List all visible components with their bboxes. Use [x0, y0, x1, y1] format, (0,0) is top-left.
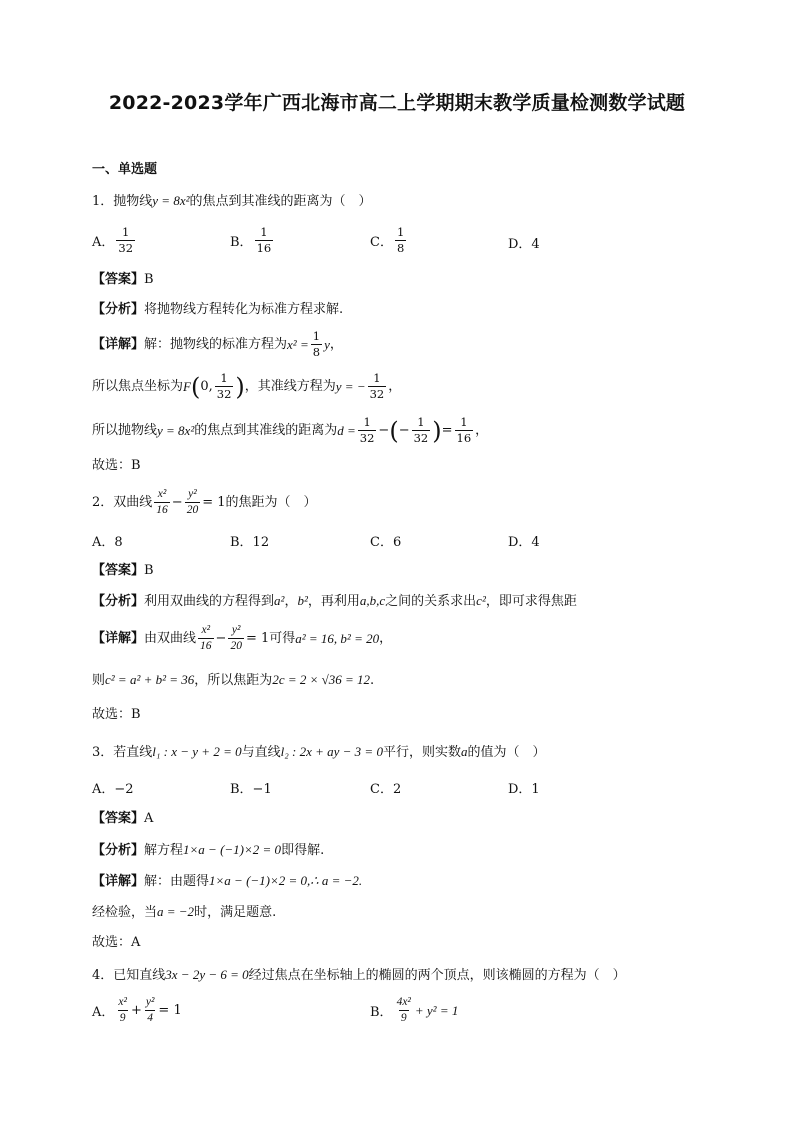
q3-answer: 【答案】A	[92, 811, 154, 826]
q3-option-a: A．−2	[92, 782, 134, 797]
q3-choose: 故选：A	[92, 935, 141, 950]
q1-option-b: B． 1 16	[230, 225, 272, 255]
q2-answer: 【答案】B	[92, 563, 154, 578]
q3-check: 经检验，当a = −2时，满足题意.	[92, 904, 277, 920]
q1-detail-2: 所以焦点坐标为 F ( 0, 1 32 ) ，其准线方程为 y = − $\frac{1}{32}$ ，	[92, 371, 402, 401]
q2-option-d: D．4	[508, 535, 540, 550]
page-title: 2022-2023学年广西北海市高二上学期期末教学质量检测数学试题	[108, 92, 686, 114]
q2-analysis: 【分析】利用双曲线的方程得到a²，b²，再利用a,b,c之间的关系求出c²，即可求得焦距	[92, 593, 577, 609]
q1-answer: 【答案】B	[92, 272, 154, 287]
q3-detail-1: 【详解】解：由题得1×a − (−1)×2 = 0,∴ a = −2.	[92, 873, 363, 889]
q2-choose: 故选：B	[92, 707, 141, 722]
q1-option-c: C． 1 8	[370, 225, 405, 255]
section-heading: 一、单选题	[92, 162, 158, 177]
q1-detail-1: 【详解】 解：抛物线的标准方程为 x² = $\frac{1}{8}$ y ，	[92, 329, 343, 359]
q3-analysis: 【分析】解方程1×a − (−1)×2 = 0即得解.	[92, 842, 325, 858]
q3-option-d: D．1	[508, 782, 540, 797]
question-4-stem: 4．已知直线3x − 2y − 6 = 0经过焦点在坐标轴上的椭圆的两个顶点，则该椭圆的方程为（ ）	[92, 967, 626, 983]
q2-option-a: A．8	[92, 535, 123, 550]
question-2-stem: 2．双曲线 x² 16 − $\frac{\text{y²}}{20}$ = 1 的焦距为（ ）	[92, 488, 317, 516]
q1-option-a: A． 1 32	[92, 225, 134, 255]
q3-option-c: C．2	[370, 782, 402, 797]
q1-choose: 故选：B	[92, 458, 141, 473]
q1-analysis: 【分析】将抛物线方程转化为标准方程求解.	[92, 302, 344, 317]
q2-option-b: B．12	[230, 535, 270, 550]
question-1-stem: 1．抛物线y = 8x²的焦点到其准线的距离为（ ）	[92, 193, 372, 209]
q2-detail-1: 【详解】 由双曲线 x² 16 − $\frac{\text{y²}}{20}$ = 1 可得 a² = 16, b² = 20 ，	[92, 624, 393, 652]
q4-option-b: B． 4x² 9 + y² = 1	[370, 996, 459, 1024]
question-3-stem: 3．若直线l₁ : x − y + 2 = 0与直线l₂ : 2x + ay − 3 = 0平行，则实数a的值为（ ）	[92, 744, 546, 760]
q2-detail-2: 则c² = a² + b² = 36，所以焦距为2c = 2 × √36 = 12.	[92, 672, 375, 688]
q4-option-a: A． x² 9 + $\frac{\text{y²}}{4}$ = 1	[92, 996, 182, 1024]
q1-option-d: D．4	[508, 237, 540, 252]
q3-option-b: B．−1	[230, 782, 272, 797]
q2-option-c: C．6	[370, 535, 402, 550]
q1-detail-3: 所以抛物线 y = 8x² 的焦点到其准线的距离为 d = $\frac{1}{32}$ − ( − $\frac{1}{32}$ ) = $\frac{1}{16}$ ，	[92, 415, 489, 445]
